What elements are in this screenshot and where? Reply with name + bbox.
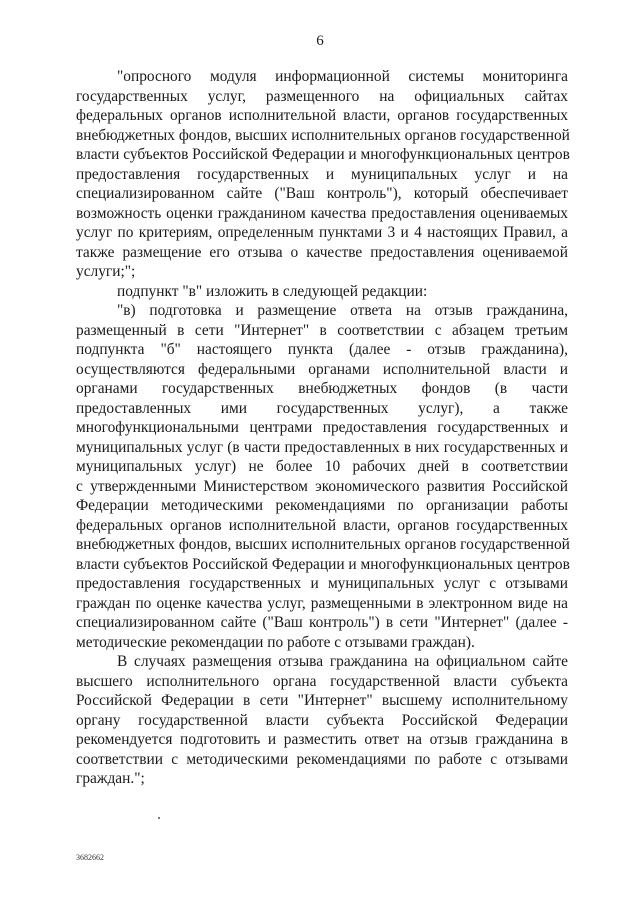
text-line: методические рекомендации по работе с отзывами граждан). (76, 633, 475, 651)
text-line: внебюджетных фондов, высших исполнительных органов государственной (76, 126, 570, 144)
text-line: власти субъектов Российской Федерации и многофункциональных центров (76, 555, 570, 573)
text-line: федеральных органов исполнительной власти, органов государственных (76, 107, 568, 124)
text-line: граждан."; (76, 770, 145, 787)
document-code: 3682662 (76, 853, 104, 862)
text-line: также размещение его отзыва о качестве предоставления оцениваемой (76, 243, 568, 261)
text-line: рекомендуется подготовить и разместить ответ на отзыв гражданина в (76, 731, 568, 748)
text-line: власти субъектов Российской Федерации и многофункциональных центров (76, 146, 570, 163)
text-line: размещенный в сети "Интернет" в соответствии с абзацем третьим (76, 321, 568, 339)
text-line: предоставления государственных и муниципальных услуг и на (76, 165, 568, 183)
text-line: предоставления государственных и муниципальных услуг с отзывами (76, 575, 568, 592)
page-number: 6 (316, 33, 324, 49)
text-line: государственных услуг, размещенного на официальных сайтах (76, 87, 568, 105)
text-line: услуг по критериям, определенным пунктами 3 и 4 настоящих Правил, а (76, 224, 568, 241)
text-line: высшего исполнительного органа государственной власти субъекта (76, 672, 568, 690)
scan-artifact-dot (158, 817, 160, 819)
text-line: федеральных органов исполнительной власти, органов государственных (76, 516, 568, 534)
text-line: возможность оценки гражданином качества предоставления оцениваемых (76, 204, 568, 222)
text-line: услуги;"; (76, 263, 136, 280)
text-line: "опросного модуля информационной системы мониторинга (117, 68, 568, 85)
text-line: внебюджетных фондов, высших исполнительных органов государственной (76, 536, 570, 553)
text-line: специализированном сайте ("Ваш контроль"), который обеспечивает (76, 185, 568, 202)
text-line: органу государственной власти субъекта Российской Федерации (76, 711, 568, 729)
text-line: подпункт "в" изложить в следующей редакции: (117, 282, 428, 300)
text-line: органами государственных внебюджетных фондов (в части (76, 380, 568, 397)
text-line: осуществляются федеральными органами исполнительной власти и (76, 360, 568, 378)
text-line: многофункциональными центрами предоставления государственных и (76, 419, 568, 436)
text-line: "в) подготовка и размещение ответа на отзыв гражданина, (117, 302, 568, 319)
text-line: муниципальных услуг) не более 10 рабочих дней в соответствии (76, 458, 568, 475)
text-line: В случаях размещения отзыва гражданина на официальном сайте (117, 653, 568, 670)
text-line: специализированном сайте ("Ваш контроль") в сети "Интернет" (далее - (76, 614, 568, 631)
text-line: предоставленных ими государственных услуг), а также (76, 399, 568, 417)
text-line: муниципальных услуг (в части предоставленных в них государственных и (76, 438, 568, 456)
text-line: Федерации методическими рекомендациями по организации работы (76, 497, 568, 514)
text-line: Российской Федерации в сети "Интернет" высшему исполнительному (76, 692, 568, 709)
text-line: подпункта "б" настоящего пункта (далее - отзыв гражданина), (76, 341, 568, 358)
text-line: граждан по оценке качества услуг, размещенными в электронном виде на (76, 594, 568, 612)
body-text (76, 67, 568, 789)
text-line: с утвержденными Министерством экономического развития Российской (76, 477, 568, 495)
text-line: соответствии с методическими рекомендациями по работе с отзывами (76, 750, 568, 768)
